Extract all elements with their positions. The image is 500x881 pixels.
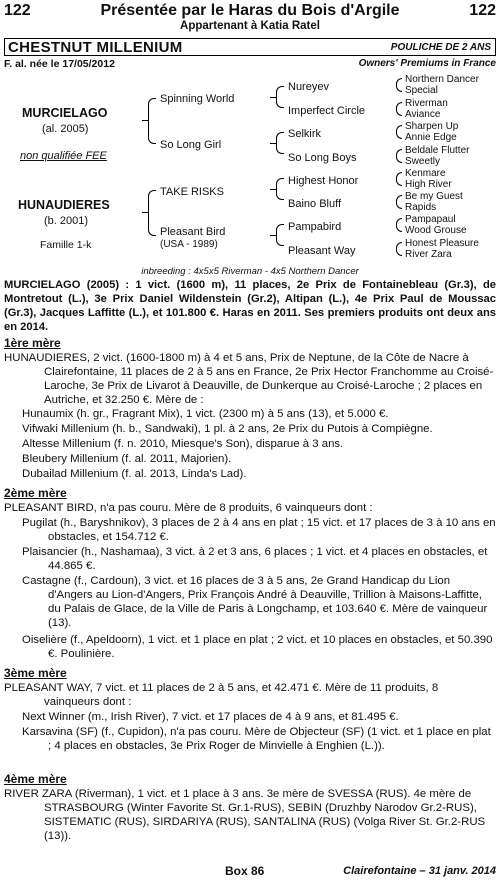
g4-riverman: Riverman: [405, 98, 448, 109]
g3-highest-honor: Highest Honor: [288, 175, 359, 187]
brace: [148, 190, 156, 236]
consignor-title: Présentée par le Haras du Bois d'Argile: [100, 2, 400, 19]
g3-so-long-boys: So Long Boys: [288, 152, 357, 164]
g4-special: Special: [405, 85, 438, 96]
g2-spinning-world: Spinning World: [160, 93, 235, 105]
lot-number-right: 122: [469, 2, 496, 19]
section-2eme-mere: 2ème mère: [4, 486, 67, 500]
g4-wood-grouse: Wood Grouse: [405, 225, 467, 236]
g4-northern-dancer: Northern Dancer: [405, 74, 479, 85]
page-header: [0, 2, 500, 36]
g3-baino-bluff: Baino Bluff: [288, 198, 342, 210]
g4-sharpen-up: Sharpen Up: [405, 121, 459, 132]
dam2-produce-0: Pugilat (h., Baryshnikov), 3 places de 2 à 4 ans en plat ; 15 vict. et 17 places de 3 à 10 ans en obstacles, et 154.712 €.: [22, 517, 496, 543]
sire-note: non qualifiée FEE: [20, 150, 107, 162]
dam1-produce-0: Hunaumix (h. gr., Fragrant Mix), 1 vict. (2300 m) à 5 ans (13), et 5.000 €.: [22, 408, 389, 420]
g4-pampapaul: Pampapaul: [405, 214, 456, 225]
birth-info: F. al. née le 17/05/2012: [4, 58, 115, 70]
g3-pleasant-way: Pleasant Way: [288, 245, 356, 257]
g2-pleasant-bird: Pleasant Bird: [160, 226, 226, 238]
dam2-produce-3: Oiselière (f., Apeldoorn), 1 vict. et 1 place en plat ; 2 vict. et 10 places en obstacles, et 50.390 €. Poulinière.: [22, 634, 493, 660]
dam1-produce-1: Vifwaki Millenium (h. b., Sandwaki), 1 pl. à 2 ans, 2e Prix du Putois à Compiègne.: [22, 423, 433, 435]
dam4-record: RIVER ZARA (Riverman), 1 vict. et 1 place à 3 ans. 3e mère de SVESSA (RUS). 4e mère de STRASBOURG (Winter Favorite St. Gr.1-RUS), SEBIN (Druzhby Narodov Gr.2-RUS), SISTEMATIC (RUS), SIRDARIYA (RUS), SANTALINA (RUS) (Volga River St. Gr.2-RUS (13)).: [4, 788, 486, 842]
g2-pleasant-bird-info: (USA - 1989): [160, 239, 218, 250]
sale-place-date: Clairefontaine – 31 janv. 2014: [343, 865, 496, 877]
horse-type: POULICHE DE 2 ANS: [390, 42, 491, 53]
g4-beldale-flutter: Beldale Flutter: [405, 145, 470, 156]
g4-kenmare: Kenmare: [405, 168, 446, 179]
family: Famille 1-k: [40, 239, 92, 251]
dam3-produce-0: Next Winner (m., Irish River), 7 vict. et 17 places de 4 à 9 ans, et 81.495 €.: [22, 711, 399, 723]
g4-honest-pleasure: Honest Pleasure: [405, 238, 479, 249]
dam2-produce-1: Plaisancier (h., Nashamaa), 3 vict. à 2 et 3 ans, 6 places ; 1 vict. et 4 places en obstacles, et 44.865 €.: [22, 546, 488, 572]
sire-name: MURCIELAGO: [22, 106, 108, 120]
g3-selkirk: Selkirk: [288, 128, 322, 140]
dam2-record: PLEASANT BIRD, n'a pas couru. Mère de 8 produits, 6 vainqueurs dont :: [4, 502, 373, 514]
dam1-produce-2: Altesse Millenium (f. n. 2010, Miesque's Son), disparue à 3 ans.: [22, 438, 344, 450]
horse-name: CHESTNUT MILLENIUM: [8, 39, 183, 56]
dam1-record: HUNAUDIERES, 2 vict. (1600-1800 m) à 4 et 5 ans, Prix de Neptune, de la Côte de Nacre à Clairefontaine, 11 places de 2 à 5 ans en France, 2e Prix Hector Franchomme au Croisé-Laroche, 3e Prix de Livarot à Deauville, de Dunkerque au Croisé-Laroche ; 2 places en Autriche, et 32.250 €. Mère de :: [4, 352, 494, 406]
g3-nureyev: Nureyev: [288, 81, 329, 93]
g4-high-river: High River: [405, 179, 452, 190]
section-1ere-mere: 1ère mère: [4, 336, 61, 350]
g2-take-risks: TAKE RISKS: [160, 186, 224, 198]
dam2-produce-2: Castagne (f., Cardoun), 3 vict. et 16 places de 3 à 5 ans, 2e Grand Handicap du Lion d'Angers au Lion-d'Angers, Prix François André à Deauville, Trillion à Maisons-Laffitte, du Palais de Glace, de la Ville de Paris à Longchamp, et 103.640 €. Mère de vainqueur (13).: [22, 575, 488, 629]
sire-record: MURCIELAGO (2005) : 1 vict. (1600 m), 11 places, 2e Prix de Fontainebleau (Gr.3), de Montretout (L.), 3e Prix Daniel Wildenstein (Gr.2), Altipan (L.), 4e Prix Paul de Moussac (Gr.3), Jacques Laffitte (L.), et 101.800 €. Haras en 2011. Ses premiers produits ont deux ans en 2014.: [4, 279, 496, 333]
section-3eme-mere: 3ème mère: [4, 666, 67, 680]
g4-be-my-guest: Be my Guest: [405, 191, 463, 202]
inbreeding-note: inbreeding : 4x5x5 Riverman - 4x5 Northern Dancer: [141, 266, 359, 277]
lot-number-left: 122: [4, 2, 31, 19]
brace: [148, 98, 156, 144]
g4-sweetly: Sweetly: [405, 156, 441, 167]
box-number: Box 86: [225, 864, 265, 878]
g4-aviance: Aviance: [405, 109, 441, 120]
g3-imperfect-circle: Imperfect Circle: [288, 105, 366, 117]
page-footer: [0, 864, 500, 878]
horse-subline: [4, 58, 496, 72]
g4-river-zara: River Zara: [405, 249, 452, 260]
owners-premiums: Owners' Premiums in France: [358, 58, 496, 69]
dam-name: HUNAUDIERES: [18, 198, 110, 212]
g3-pampabird: Pampabird: [288, 221, 342, 233]
sire-info: (al. 2005): [42, 123, 89, 135]
g4-annie-edge: Annie Edge: [405, 132, 457, 143]
g4-rapids: Rapids: [405, 202, 437, 213]
g2-so-long-girl: So Long Girl: [160, 139, 222, 151]
horse-name-box: [4, 38, 496, 56]
dam3-produce-1: Karsavina (SF) (f., Cupidon), n'a pas couru. Mère de Objecteur (SF) (1 vict. et 1 place en plat ; 4 places en obstacles, 3e Prix Roger de Minvielle à Enghien (L.)).: [22, 726, 491, 752]
dam3-record: PLEASANT WAY, 7 vict. et 11 places de 2 à 5 ans, et 42.471 €. Mère de 11 produits, 8 vainqueurs dont :: [4, 682, 439, 708]
pedigree-table: [0, 72, 500, 272]
dam-info: (b. 2001): [44, 215, 89, 227]
dam1-produce-3: Bleubery Millenium (f. al. 2011, Majorien).: [22, 453, 232, 465]
owner-line: Appartenant à Katia Ratel: [180, 20, 320, 32]
section-4eme-mere: 4ème mère: [4, 772, 67, 786]
dam1-produce-4: Dubailad Millenium (f. al. 2013, Linda's Lad).: [22, 468, 247, 480]
